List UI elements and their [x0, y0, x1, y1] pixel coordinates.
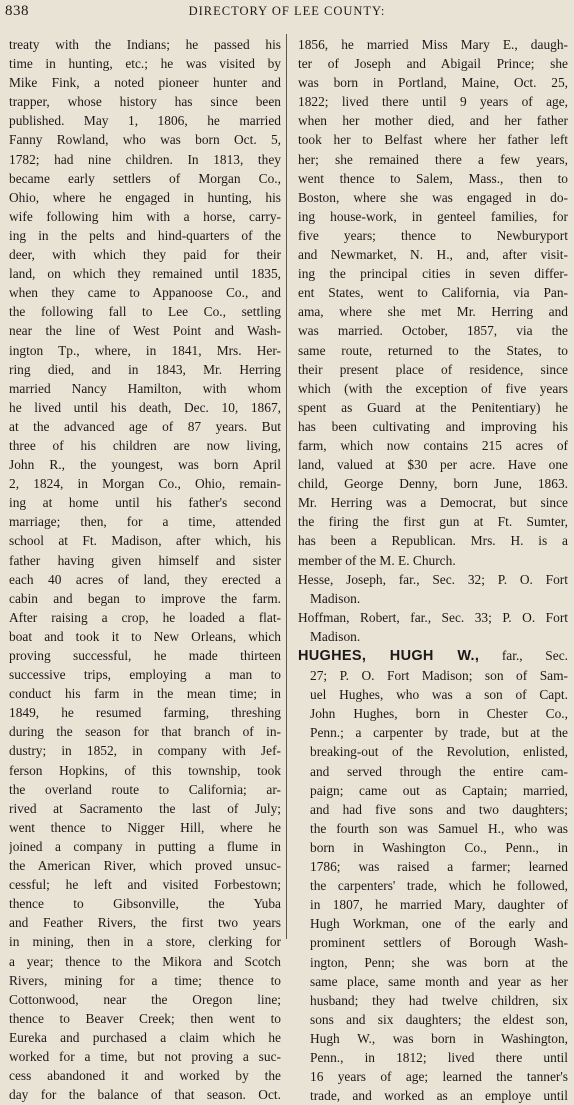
text-line: cessful; he left and visited Forbestown; — [9, 877, 281, 893]
text-line: 2, 1824, in Morgan Co., Ohio, remain- — [9, 476, 281, 492]
text-line: 16 years of age; learned the tanner's — [310, 1069, 568, 1085]
text-line: ington, Penn; she was born at the — [310, 954, 568, 970]
text-line: thence to Gibsonville, the Yuba — [9, 896, 281, 912]
text-line: ing at home until his father's second — [9, 495, 281, 511]
text-line: husband; they had twelve children, six — [310, 992, 568, 1008]
text-line: her; she remained there a few years, — [298, 151, 568, 167]
text-line: 1786; was raised a farmer; learned — [310, 859, 568, 875]
text-line: ing house-work, in genteel families, for — [298, 208, 568, 224]
text-line: treaty with the Indians; he passed his — [9, 37, 281, 52]
text-line: the American River, which proved unsuc- — [9, 858, 281, 874]
text-line: ama, where she met Mr. Herring and — [298, 304, 568, 320]
text-line: farm, which now contains 215 acres of — [298, 437, 568, 453]
text-line: Penn., in 1812; lived there until — [310, 1049, 568, 1065]
text-line: Cottonwood, near the Oregon line; — [9, 991, 281, 1007]
text-line: wife following him with a horse, carry- — [9, 208, 281, 224]
text-line: married Nancy Hamilton, with whom — [9, 380, 281, 396]
text-line: thence to Beaver Creek; then went to — [9, 1010, 281, 1026]
text-line: cabin and began to improve the farm. — [9, 590, 281, 606]
text-line: has been cultivating and improving his — [298, 418, 568, 434]
text-line: and had five sons and two daughters; — [310, 801, 568, 817]
page-header — [0, 0, 574, 28]
text-line: far., Sec. — [501, 648, 568, 663]
text-line: school at Ft. Madison, after which, his — [9, 533, 281, 549]
text-line: ing the principal cities in seven differ- — [298, 266, 568, 282]
text-line: went thence to Salem, Mass., then to — [298, 170, 568, 186]
text-line: worked for a time, but not proving a suc- — [9, 1048, 281, 1064]
text-line: the overland route to California; ar- — [9, 781, 281, 797]
text-line: land, on which they remained until 1835, — [9, 266, 281, 282]
text-line: three of his children are now living, — [9, 437, 281, 453]
text-line: After raising a crop, he loaded a flat- — [9, 609, 281, 625]
text-line: when her mother died, and her father — [298, 113, 568, 129]
entry-heading-line — [298, 646, 568, 666]
text-line: ferson Hopkins, of this township, took — [9, 762, 281, 778]
right-column — [298, 35, 568, 1105]
text-line: 1782; had nine children. In 1813, they — [9, 151, 281, 167]
text-line: the firing the first gun at Ft. Sumter, — [298, 514, 568, 530]
text-line: each 40 acres of land, they erected a — [9, 571, 281, 587]
text-line: successive trips, employing a man to — [9, 667, 281, 683]
entry-name-hughes: HUGHES, HUGH W., — [298, 648, 480, 664]
text-line: proving successful, he made thirteen — [9, 648, 281, 663]
text-line: was married. October, 1857, via the — [298, 323, 568, 339]
text-line: trapper, whose history has since been — [9, 94, 281, 110]
text-line: the fourth son was Samuel H., who was — [310, 820, 568, 836]
text-line: took her to Belfast where her father left — [298, 132, 568, 148]
directory-entry-hoffman: Hoffman, Robert, far., Sec. 33; P. O. Fort — [298, 609, 568, 625]
text-line: prominent settlers of Borough Wash- — [310, 935, 568, 951]
text-line: trade, and worked as an employe until — [310, 1088, 568, 1104]
text-line: breaking-out of the Revolution, enlisted, — [310, 744, 568, 760]
text-line: Penn.; a carpenter by trade, but at the — [310, 725, 568, 741]
text-line: Ohio, where he engaged in hunting, his — [9, 189, 281, 205]
text-line: dustry; in 1852, in company with Jef- — [9, 743, 281, 759]
text-line: when they came to Appanoose Co., and — [9, 285, 281, 301]
text-line: Mike Fink, a noted pioneer hunter and — [9, 75, 281, 91]
text-line: Fanny Rowland, who was born Oct. 5, — [9, 132, 281, 148]
text-line: at the advanced age of 87 years. But — [9, 418, 281, 434]
text-line: rived at Sacramento the last of July; — [9, 800, 281, 816]
text-line: he lived until his death, Dec. 10, 1867, — [9, 399, 281, 415]
running-head: DIRECTORY OF LEE COUNTY: — [188, 4, 386, 18]
text-line: time in hunting, etc.; he was visited by — [9, 56, 281, 72]
left-column — [9, 35, 281, 1104]
text-line: child, George Denny, born June, 1863. — [298, 476, 568, 492]
text-line: in 1807, he married Mary, daughter of — [310, 897, 568, 913]
column-divider — [286, 34, 287, 939]
text-line: Madison. — [310, 628, 361, 644]
text-line: marriage; then, for a time, attended — [9, 514, 281, 530]
text-line: deer, with which they paid for their — [9, 247, 281, 263]
text-line: father having given himself and sister — [9, 552, 281, 568]
text-line: ing in the pelts and hind-quarters of the — [9, 227, 281, 243]
text-line: ent States, went to California, via Pan- — [298, 285, 568, 301]
text-line: five years; thence to Newburyport — [298, 227, 568, 243]
text-line: has been a Republican. Mrs. H. is a — [298, 533, 568, 549]
text-line: which (with the exception of five years — [298, 380, 568, 396]
text-line: 1849, he resumed farming, threshing — [9, 705, 281, 721]
text-line: 1856, he married Miss Mary E., daugh- — [298, 37, 568, 52]
text-line: member of the M. E. Church. — [298, 552, 456, 568]
text-line: John R., the youngest, was born April — [9, 457, 281, 473]
text-line: same place, same month and year as her — [310, 973, 568, 989]
text-line: born in Washington Co., Penn., in — [310, 839, 568, 855]
text-line: uel Hughes, who was a son of Capt. — [310, 687, 568, 703]
text-line: in mining, then in a store, clerking for — [9, 934, 281, 950]
text-line: ring died, and in 1843, Mr. Herring — [9, 361, 281, 377]
text-line: the carpenters' trade, which he followed, — [310, 878, 568, 894]
text-line: the following fall to Lee Co., settling — [9, 304, 281, 320]
text-line: became early settlers of Morgan Co., — [9, 170, 281, 186]
text-line: cess abandoned it and worked by the — [9, 1068, 281, 1084]
text-line: 27; P. O. Fort Madison; son of Sam- — [310, 668, 568, 684]
text-line: Hugh Workman, one of the early and — [310, 916, 568, 932]
text-line: a year; thence to the Mikora and Scotch — [9, 953, 281, 969]
text-line: spent as Guard at the Penitentiary) he — [298, 399, 568, 415]
text-line: during the season for that branch of in- — [9, 724, 281, 740]
text-line: was born in Portland, Maine, Oct. 25, — [298, 75, 568, 91]
text-line: near the line of West Point and Wash- — [9, 323, 281, 339]
text-line: boat and took it to New Orleans, which — [9, 628, 281, 644]
text-line: Rivers, mining for a time; thence to — [9, 972, 281, 988]
text-line: published. May 1, 1806, he married — [9, 113, 281, 129]
page-number: 838 — [5, 3, 29, 19]
text-line: ington Tp., where, in 1841, Mrs. Her- — [9, 342, 281, 358]
text-line: conduct his farm in the mean time; in — [9, 686, 281, 702]
text-line: and Feather Rivers, the first two years — [9, 915, 281, 931]
text-line: and served through the entire cam- — [310, 763, 568, 779]
text-line: Boston, where she was engaged in do- — [298, 189, 568, 205]
text-line: land, valued at $30 per acre. Have one — [298, 457, 568, 473]
text-line: day for the balance of that season. Oct. — [9, 1087, 281, 1103]
directory-entry-hesse: Hesse, Joseph, far., Sec. 32; P. O. Fort — [298, 571, 568, 587]
text-line: went thence to Nigger Hill, where he — [9, 819, 281, 835]
text-line: John Hughes, born in Chester Co., — [310, 706, 568, 722]
text-line: Hugh W., was born in Washington, — [310, 1030, 568, 1046]
text-line: paign; came out as Captain; married, — [310, 782, 568, 798]
text-line: Mr. Herring was a Democrat, but since — [298, 495, 568, 511]
text-line: 1822; lived there until 9 years of age, — [298, 94, 568, 110]
text-line: Eureka and purchased a claim which he — [9, 1029, 281, 1045]
text-line: same route, returned to the States, to — [298, 342, 568, 358]
text-line: ter of Joseph and Abigail Prince; she — [298, 56, 568, 72]
text-line: their present place of residence, since — [298, 361, 568, 377]
text-line: sons and six daughters; the eldest son, — [310, 1011, 568, 1027]
text-line: joined a company in putting a flume in — [9, 838, 281, 854]
text-line: Madison. — [310, 590, 361, 606]
text-line: and Newmarket, N. H., and, after visit- — [298, 247, 568, 263]
